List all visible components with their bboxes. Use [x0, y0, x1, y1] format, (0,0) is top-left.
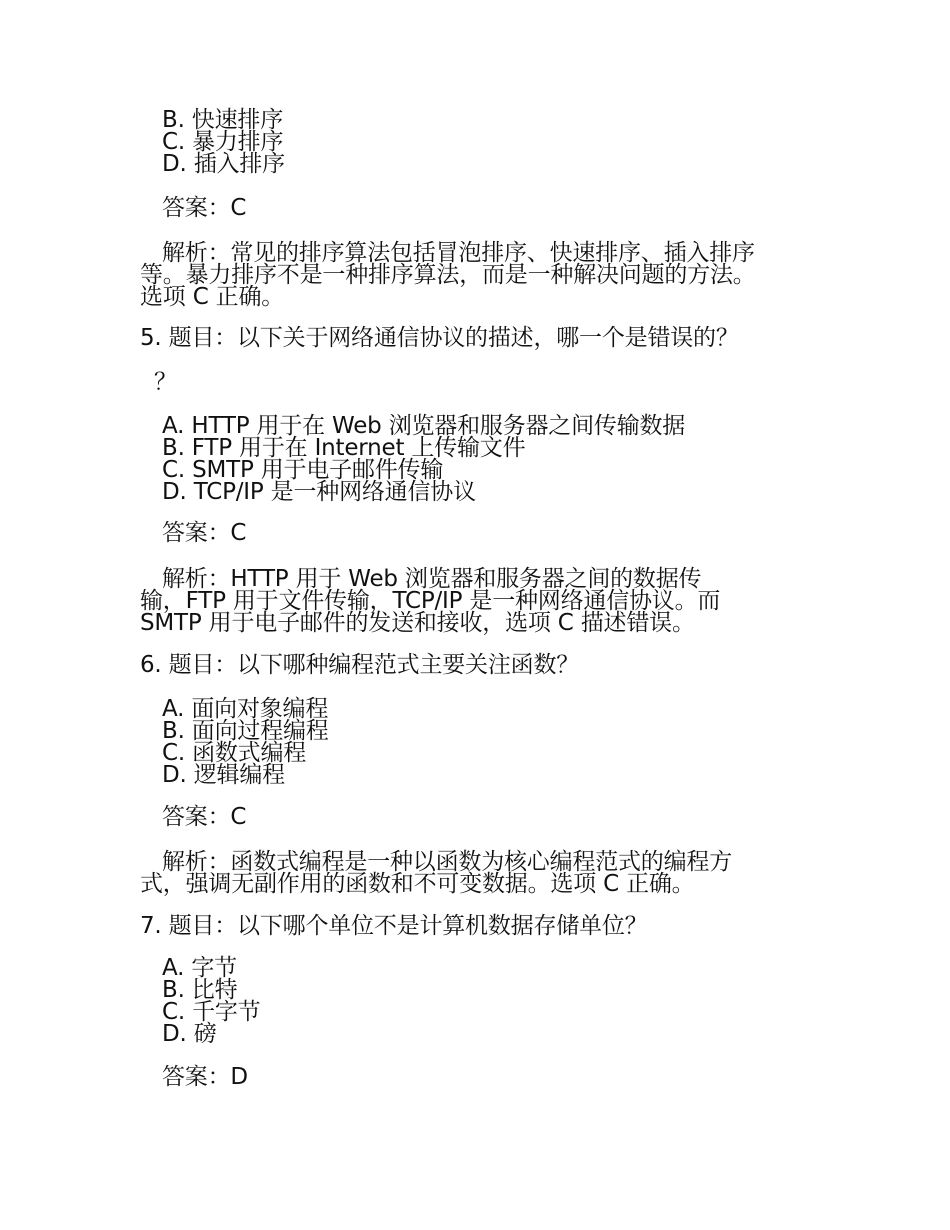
- q4-explanation-line-1: 解析：常见的排序算法包括冒泡排序、快速排序、插入排序: [162, 240, 755, 266]
- q4-answer: 答案：C: [162, 195, 247, 221]
- q7-option-a: A. 字节: [162, 955, 237, 981]
- q5-explanation-line-1: 解析：HTTP 用于 Web 浏览器和服务器之间的数据传: [162, 566, 702, 592]
- q5-title: 5. 题目：以下关于网络通信协议的描述，哪一个是错误的？: [140, 325, 739, 351]
- q4-option-c: C. 暴力排序: [162, 129, 284, 155]
- q6-option-c: C. 函数式编程: [162, 740, 307, 766]
- q4-option-d: D. 插入排序: [162, 151, 285, 177]
- q7-answer: 答案：D: [162, 1064, 248, 1090]
- q5-option-b: B. FTP 用于在 Internet 上传输文件: [162, 435, 526, 461]
- q5-option-d: D. TCP/IP 是一种网络通信协议: [162, 479, 476, 505]
- q5-option-c: C. SMTP 用于电子邮件传输: [162, 457, 444, 483]
- q7-option-b: B. 比特: [162, 977, 238, 1003]
- q6-option-d: D. 逻辑编程: [162, 762, 285, 788]
- q7-title: 7. 题目：以下哪个单位不是计算机数据存储单位？: [140, 913, 648, 939]
- q7-option-c: C. 千字节: [162, 999, 261, 1025]
- q5-stray-question-mark: ？: [154, 369, 177, 395]
- q5-answer: 答案：C: [162, 520, 247, 546]
- q6-explanation-line-1: 解析：函数式编程是一种以函数为核心编程范式的编程方: [162, 849, 733, 875]
- q6-option-a: A. 面向对象编程: [162, 696, 329, 722]
- q7-option-d: D. 磅: [162, 1021, 217, 1047]
- q5-option-a: A. HTTP 用于在 Web 浏览器和服务器之间传输数据: [162, 413, 686, 439]
- q4-explanation-line-3: 选项 C 正确。: [140, 284, 285, 310]
- q4-option-b: B. 快速排序: [162, 107, 284, 133]
- q5-explanation-line-3: SMTP 用于电子邮件的发送和接收，选项 C 描述错误。: [140, 610, 695, 636]
- q6-answer: 答案：C: [162, 804, 247, 830]
- q6-option-b: B. 面向过程编程: [162, 718, 329, 744]
- q4-explanation-line-2: 等。暴力排序不是一种排序算法，而是一种解决问题的方法。: [140, 262, 756, 288]
- q5-explanation-line-2: 输，FTP 用于文件传输，TCP/IP 是一种网络通信协议。而: [140, 588, 721, 614]
- q6-title: 6. 题目：以下哪种编程范式主要关注函数？: [140, 652, 580, 678]
- q6-explanation-line-2: 式，强调无副作用的函数和不可变数据。选项 C 正确。: [140, 871, 695, 897]
